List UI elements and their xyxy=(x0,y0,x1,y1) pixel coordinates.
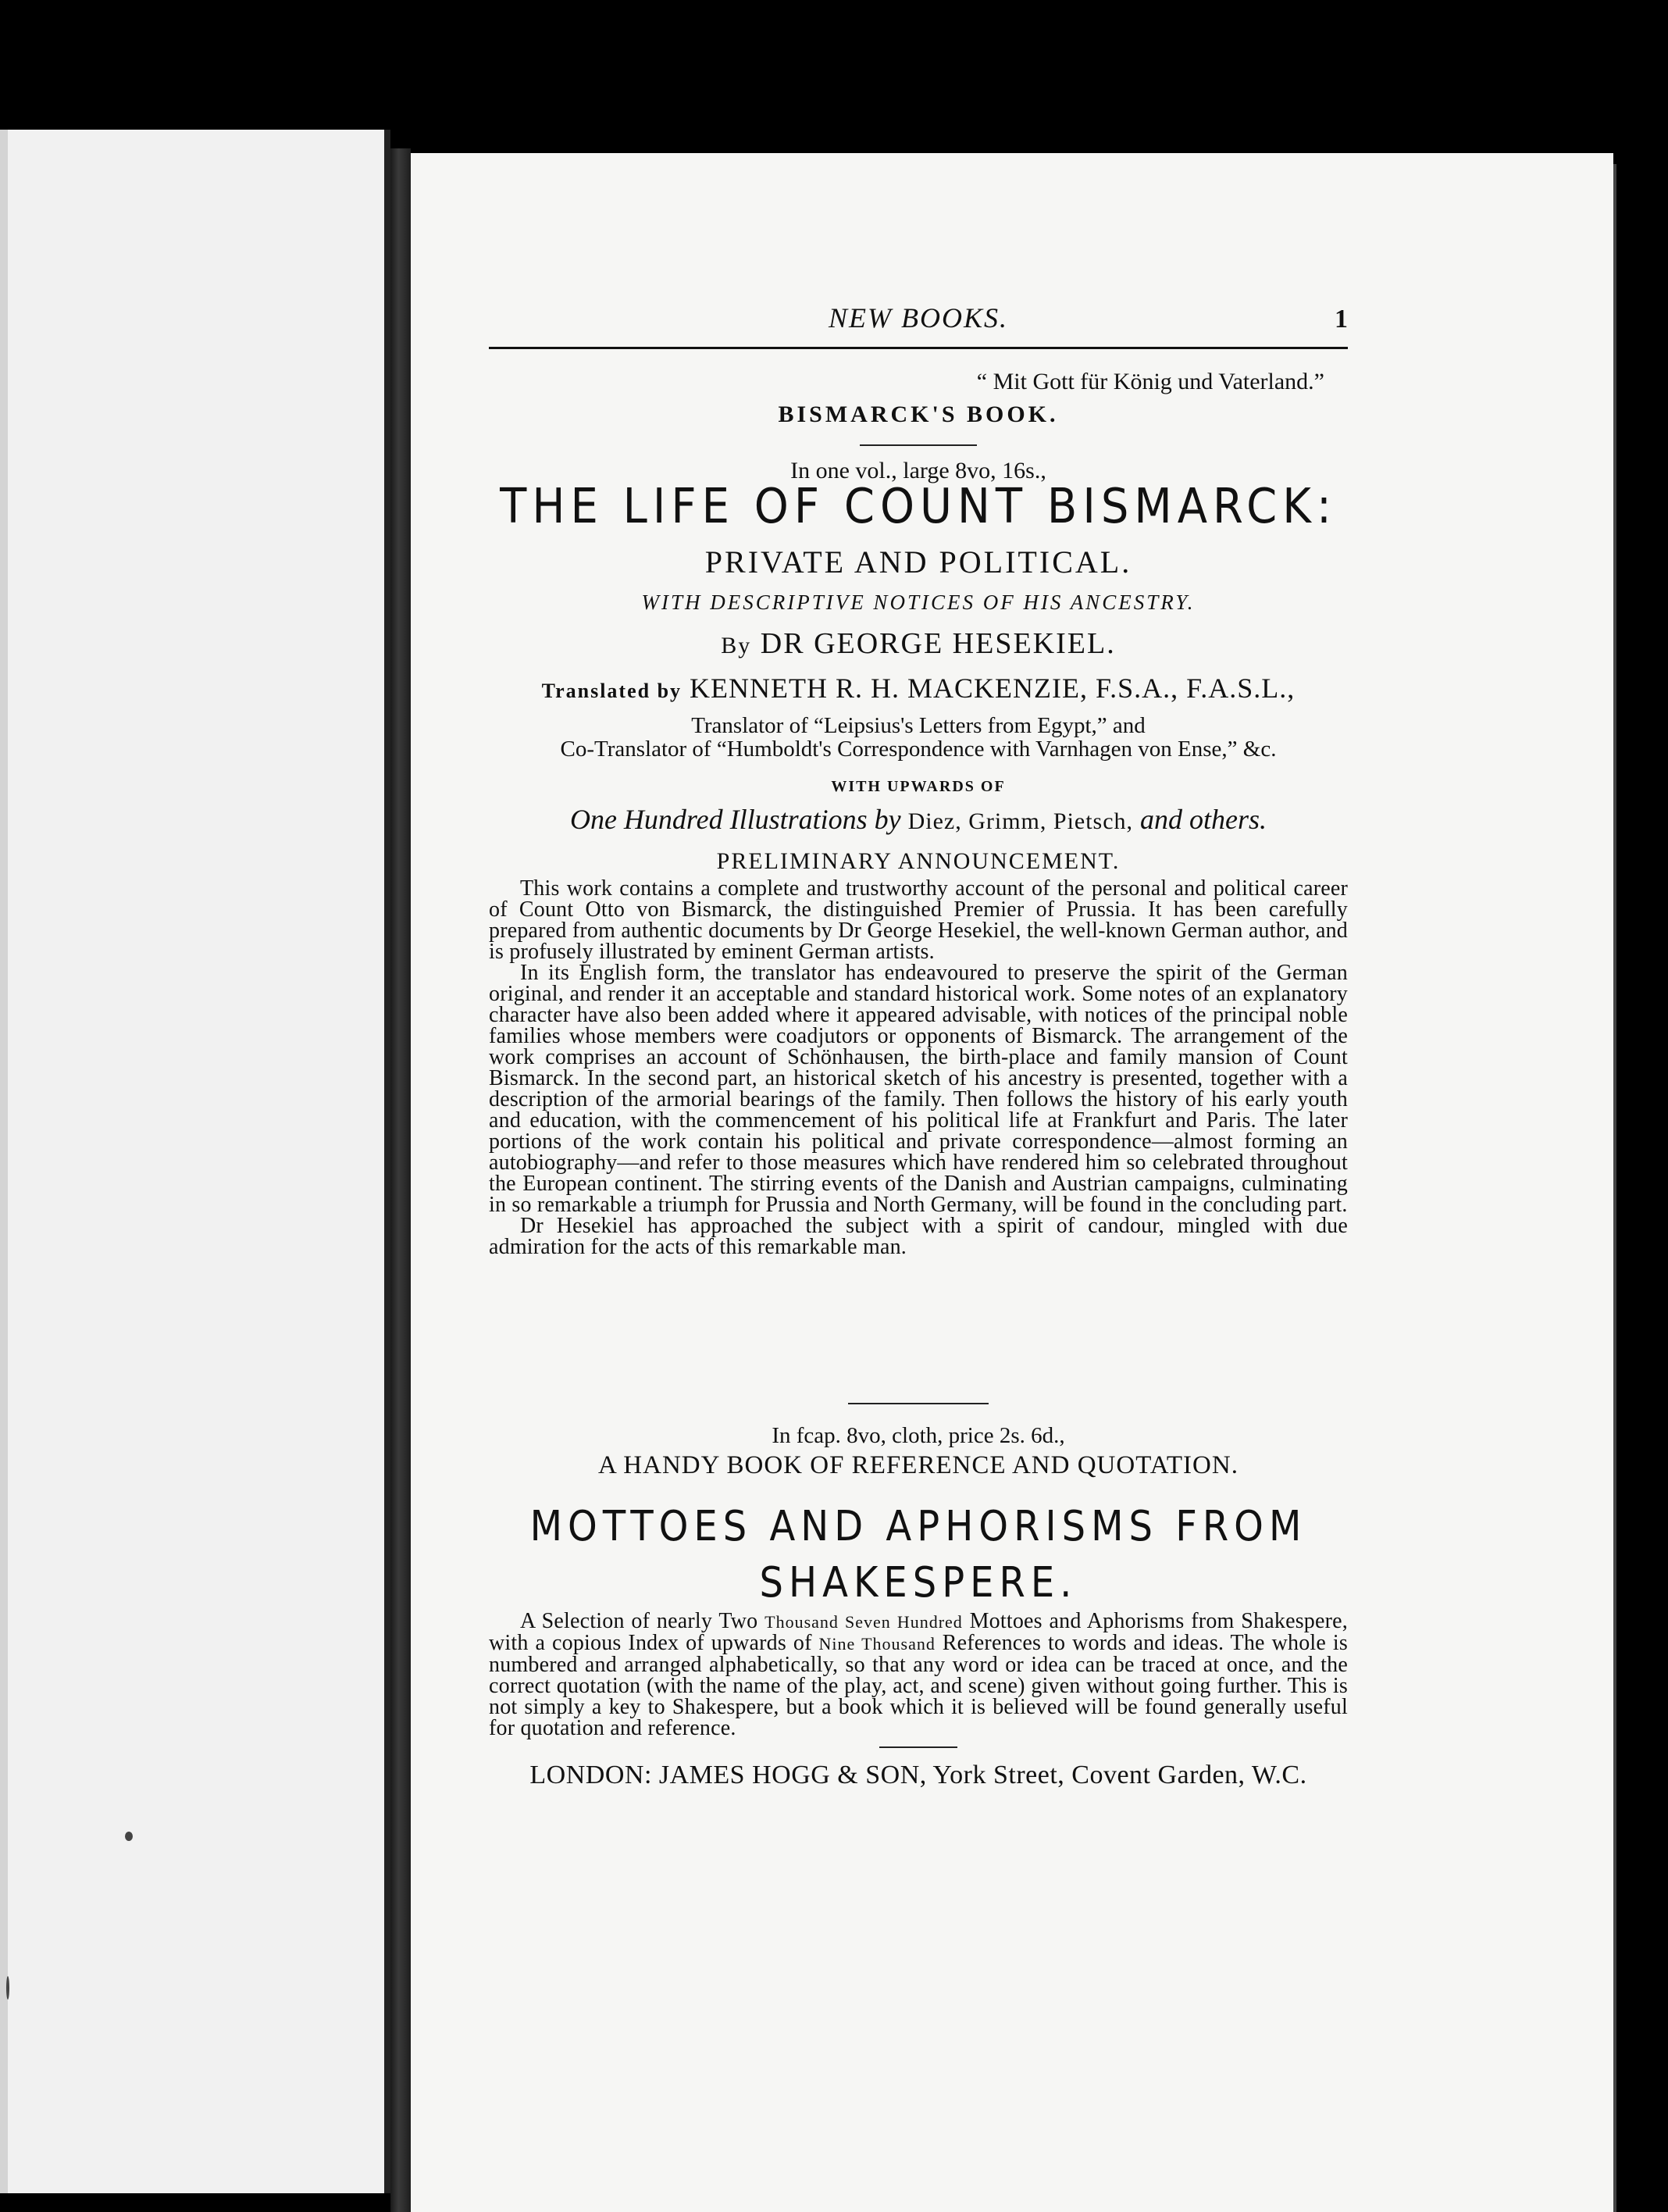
desc-smallcaps: Thousand Seven Hundred xyxy=(764,1612,963,1632)
author-name: DR GEORGE HESEKIEL. xyxy=(760,627,1116,660)
translated-by-label: Translated by xyxy=(541,680,683,702)
running-title: NEW BOOKS. xyxy=(829,302,1008,334)
illustrations-prefix: One Hundred Illustrations by xyxy=(569,804,901,835)
translator-name: KENNETH R. H. MACKENZIE, F.S.A., F.A.S.L., xyxy=(690,673,1296,704)
announcement-heading: PRELIMINARY ANNOUNCEMENT. xyxy=(716,848,1121,874)
motto: “ Mit Gott für König und Vaterland.” xyxy=(976,369,1324,394)
divider xyxy=(860,444,977,446)
running-header xyxy=(489,301,1348,349)
book-heading: BISMARCK'S BOOK. xyxy=(778,401,1059,427)
illustrations-line xyxy=(489,803,1348,836)
illustrations-suffix: and others. xyxy=(1140,804,1267,835)
desc-part: Mottoes and Aphorisms from Shakespere, with a copious Index of upwards of xyxy=(489,1609,1348,1655)
facing-page-edge xyxy=(0,130,8,2193)
shakespere-description xyxy=(489,1611,1348,1739)
publisher-imprint: LONDON: JAMES HOGG & SON, York Street, Covent Garden, W.C. xyxy=(529,1761,1307,1789)
book-spine xyxy=(390,148,411,2212)
gutter xyxy=(384,130,390,2193)
paragraph: In its English form, the translator has endeavoured to preserve the spirit of the German original, and render it an acceptable and standard historical work. Some notes of an explanatory character have also been added where it appeared advisable, with notices of the principal noble families whose members were coadjutors or opponents of Bismarck. The arrangement of the work comprises an account of Schönhausen, the birth-place and family mansion of Count Bismarck. In the second part, an historical sketch of his ancestry is presented, together with a description of the armorial bearings of the family. Then follows the history of his early youth and education, with the commencement of his political life at Frankfurt and Paris. The later portions of the work contain his political and private correspondence—almost forming an autobiography—and refer to those measures which have rendered him so celebrated throughout the European continent. The stirring events of the Danish and Austrian campaigns, culminating in so remarkable a triumph for Prussia and North Germany, will be found in the concluding part. xyxy=(489,961,1348,1217)
handy-book-line: A HANDY BOOK OF REFERENCE AND QUOTATION. xyxy=(598,1451,1239,1479)
paragraph: This work contains a complete and trustworthy account of the personal and political career of Count Otto von Bismarck, the distinguished Premier of Prussia. It has been carefully prepared from authentic documents by Dr George Hesekiel, the well-known German author, and is profusely illustrated by eminent German artists. xyxy=(489,876,1348,964)
illustrators: Diez, Grimm, Pietsch, xyxy=(907,808,1134,834)
descriptive-line: WITH DESCRIPTIVE NOTICES OF HIS ANCESTRY. xyxy=(641,590,1196,614)
desc-part: References to words and ideas. The whole is numbered and arranged alphabetically, so that any word or idea can be traced at once, and the correct quotation (with the name of the play, act, and scene) given without going further. This is not simply a key to Shakespere, but a book which it is believed will be found generally useful for quotation and reference. xyxy=(489,1631,1348,1740)
credit-line: Co-Translator of “Humboldt's Correspondence with Varnhagen von Ense,” &c. xyxy=(560,737,1277,762)
with-upwards-line: WITH UPWARDS OF xyxy=(831,778,1006,795)
author-line xyxy=(489,626,1348,661)
divider xyxy=(848,1403,989,1404)
facing-page xyxy=(0,130,384,2193)
desc-part: A Selection of nearly Two xyxy=(520,1609,758,1633)
by-label: By xyxy=(721,633,752,658)
translator-line xyxy=(489,672,1348,705)
book-title xyxy=(489,1498,1348,1610)
speck xyxy=(6,1976,9,2000)
page-number: 1 xyxy=(1335,305,1348,334)
divider xyxy=(879,1746,957,1748)
title-line: MOTTOES AND APHORISMS FROM xyxy=(529,1501,1307,1551)
edition-line: In one vol., large 8vo, 16s., xyxy=(790,458,1046,483)
speck xyxy=(125,1832,133,1841)
desc-smallcaps: Nine Thousand xyxy=(818,1634,936,1654)
credit-line: Translator of “Leipsius's Letters from Egypt,” and xyxy=(691,713,1146,738)
translator-credits xyxy=(489,714,1348,761)
paragraph: Dr Hesekiel has approached the subject with a spirit of candour, mingled with due admiration for the acts of this remarkable man. xyxy=(489,1214,1348,1259)
book-title: THE LIFE OF COUNT BISMARCK: xyxy=(500,478,1337,535)
edition-line: In fcap. 8vo, cloth, price 2s. 6d., xyxy=(772,1423,1065,1448)
page xyxy=(411,153,1613,2212)
page-edge xyxy=(1613,164,1616,2212)
paragraph xyxy=(489,1611,1348,1739)
announcement-body xyxy=(489,878,1348,1258)
book-subtitle: PRIVATE AND POLITICAL. xyxy=(704,544,1132,580)
title-line: SHAKESPERE. xyxy=(759,1557,1078,1607)
